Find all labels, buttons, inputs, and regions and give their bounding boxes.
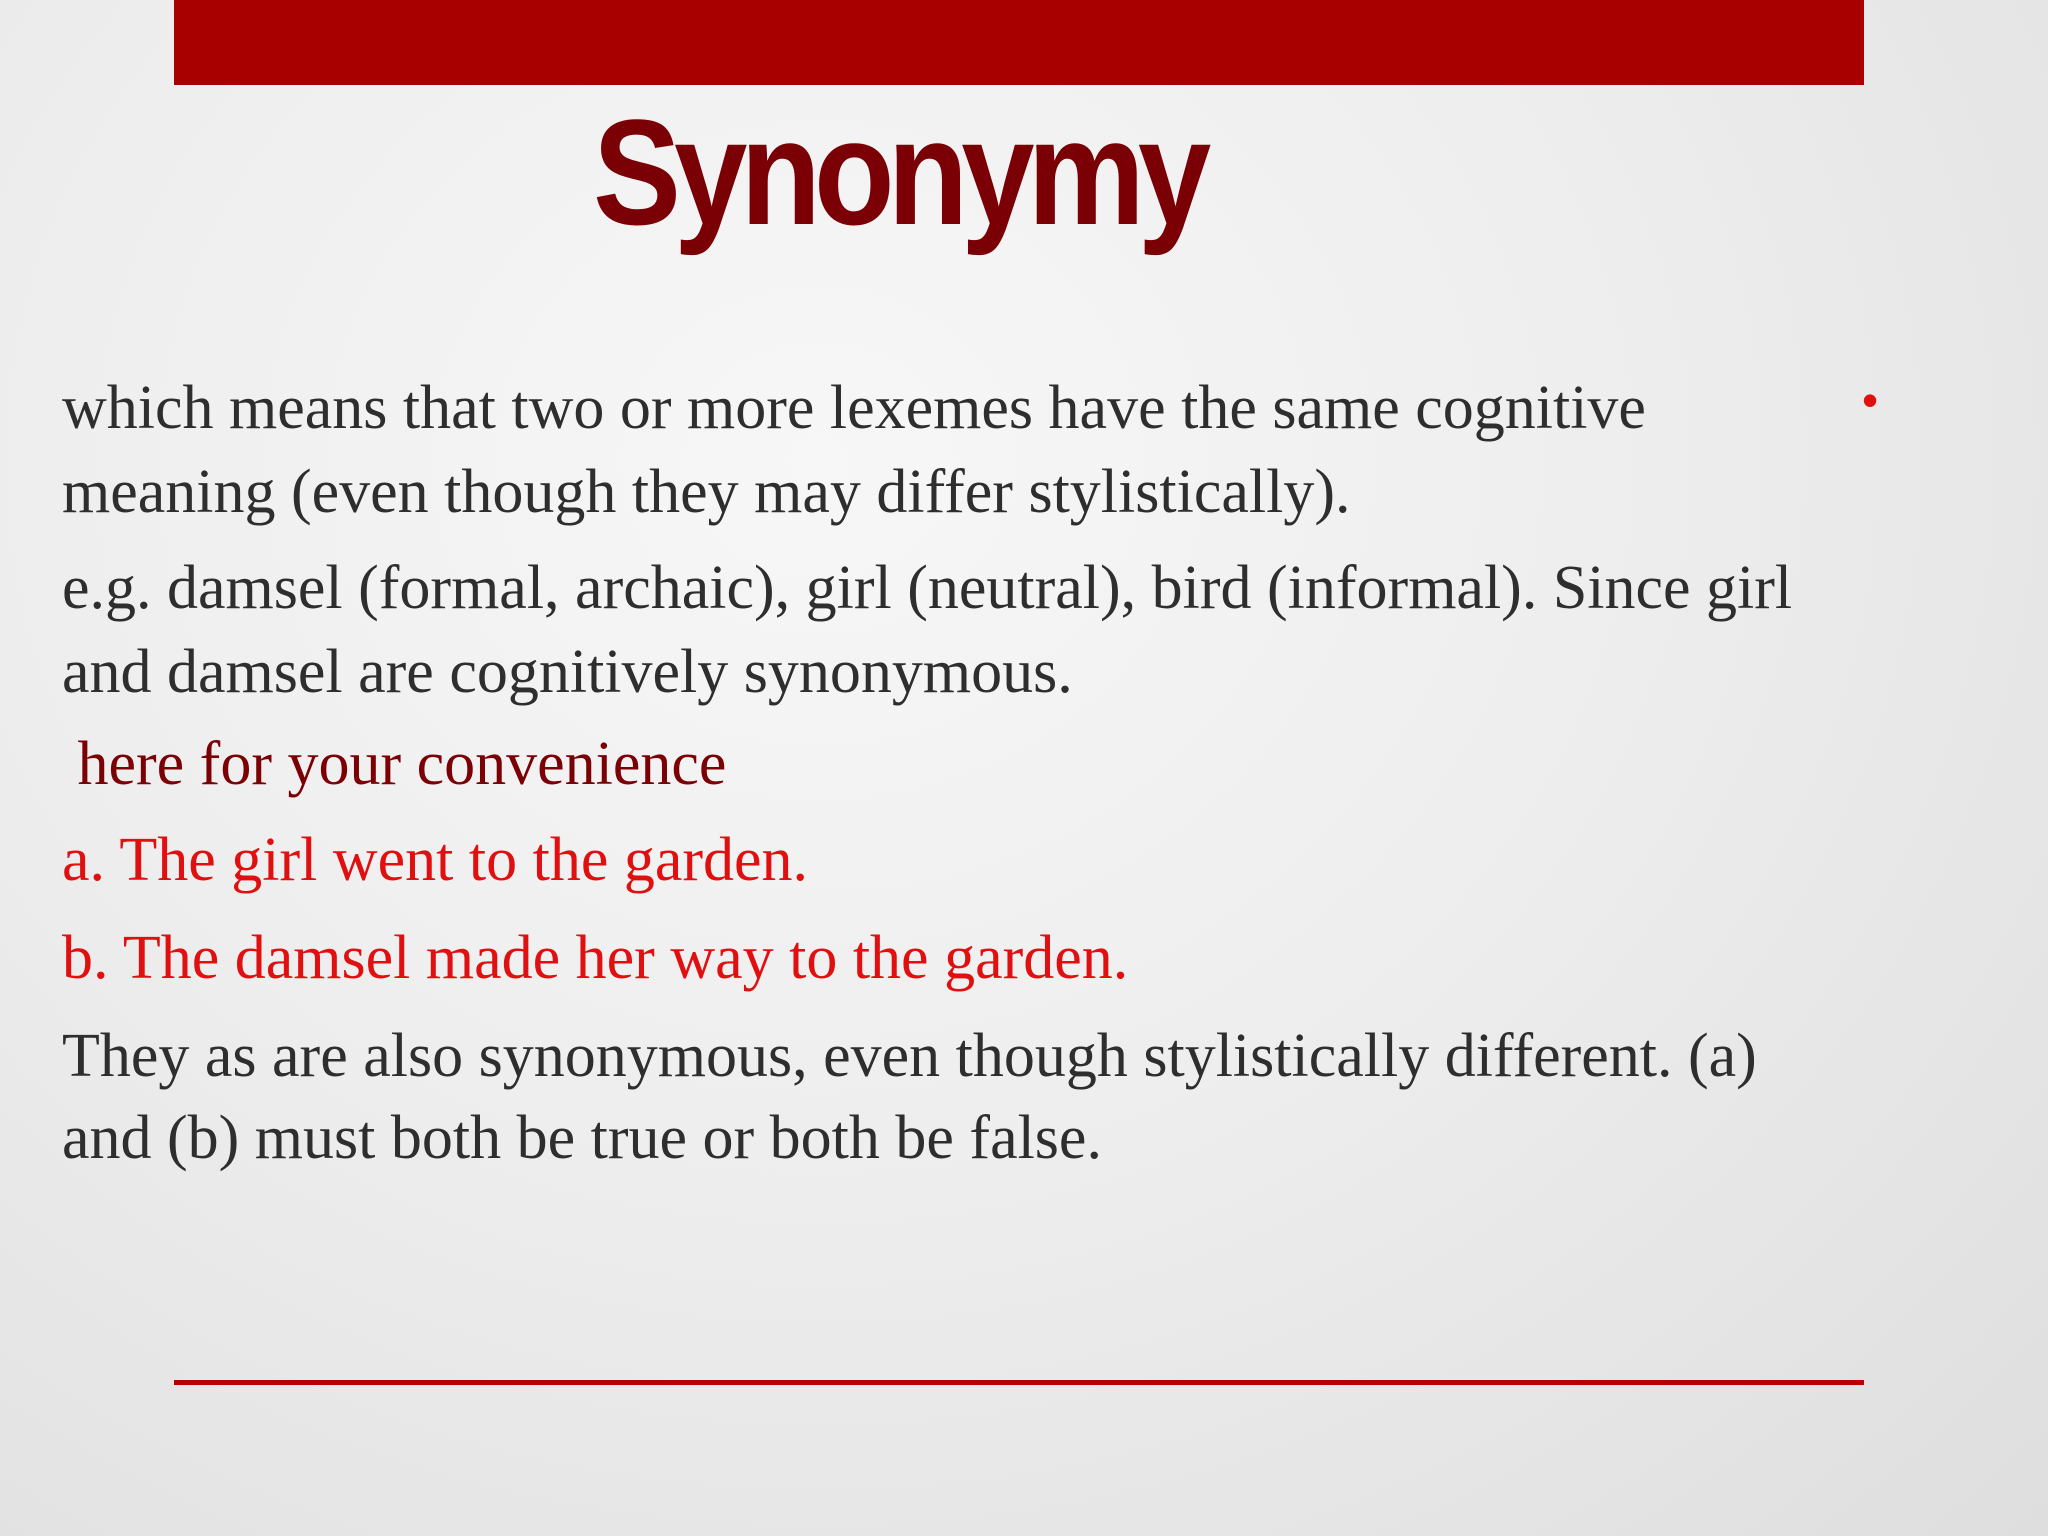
bottom-divider [174, 1380, 1864, 1385]
bullet-icon: • [1862, 374, 1879, 426]
conclusion-line-1: They as are also synonymous, even though stylistically different. (a) [62, 1022, 1757, 1090]
definition-line-2: meaning (even though they may differ stylistically). [62, 458, 1351, 526]
top-accent-bar [174, 0, 1864, 85]
definition-line-1: which means that two or more lexemes have the same cognitive [62, 374, 1646, 442]
conclusion-line-2: and (b) must both be true or both be false. [62, 1104, 1102, 1172]
example-line-2: and damsel are cognitively synonymous. [62, 638, 1073, 706]
example-sentence-b: b. The damsel made her way to the garden. [62, 924, 1129, 992]
example-sentence-a: a. The girl went to the garden. [62, 826, 809, 894]
slide-title: Synonymy [593, 88, 1205, 256]
example-line-1: e.g. damsel (formal, archaic), girl (neutral), bird (informal). Since girl [62, 554, 1793, 622]
convenience-note: here for your convenience [62, 730, 727, 798]
